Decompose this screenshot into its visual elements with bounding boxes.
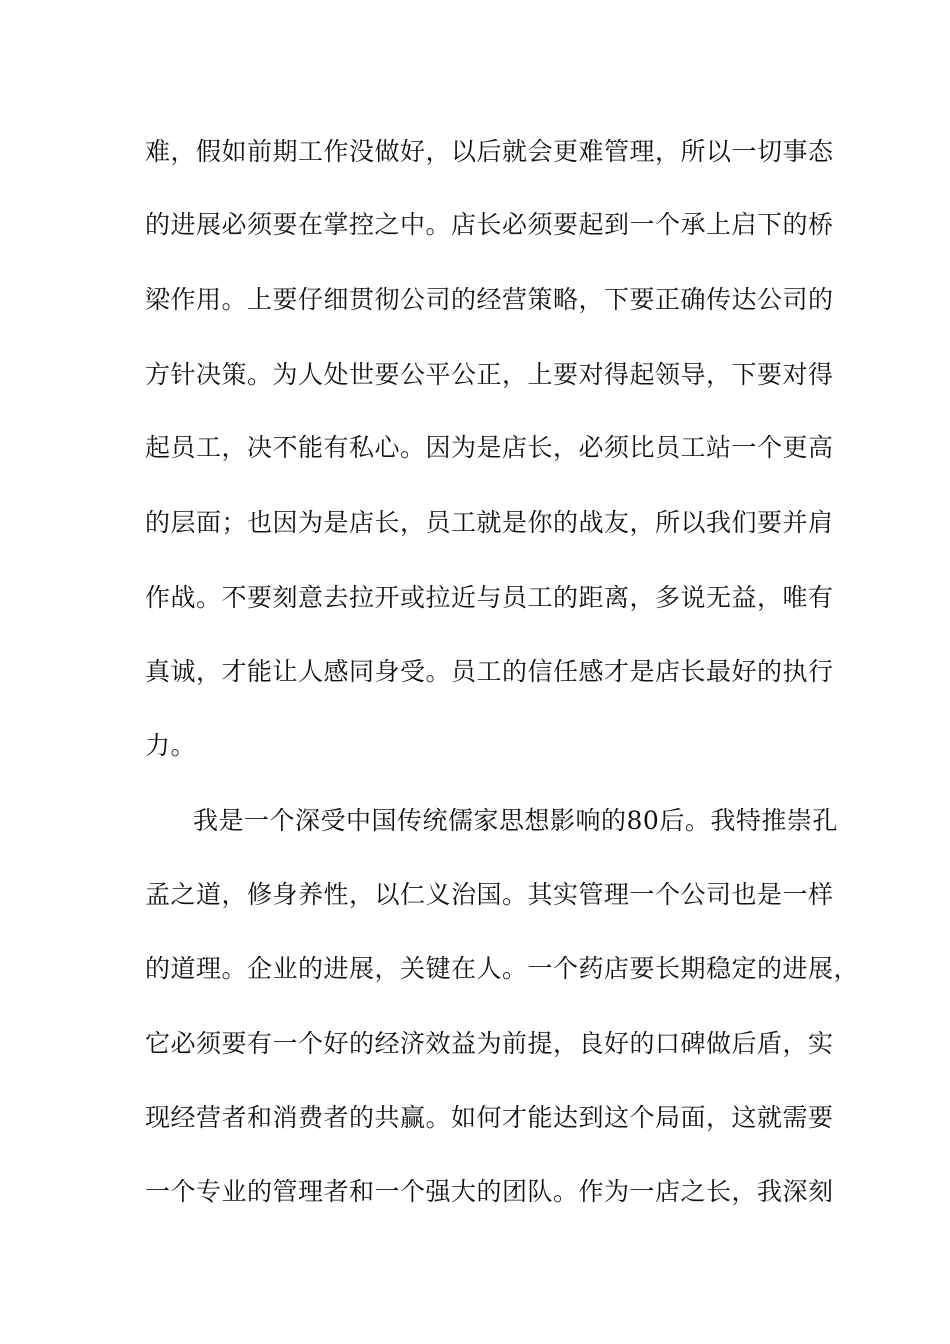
text-line: 作战。不要刻意去拉开或拉近与员工的距离，多说无益，唯有 xyxy=(145,583,834,612)
text-line: 梁作用。上要仔细贯彻公司的经营策略，下要正确传达公司的 xyxy=(145,285,834,314)
text-line: 方针决策。为人处世要公平公正，上要对得起领导，下要对得 xyxy=(145,360,834,389)
text-line: 一个专业的管理者和一个强大的团队。作为一店之长，我深刻 xyxy=(145,1177,834,1206)
text-line: 力。 xyxy=(145,731,197,760)
text-line: 的道理。企业的进展，关键在人。一个药店要长期稳定的进展， xyxy=(145,954,860,983)
text-line: 的层面；也因为是店长，员工就是你的战友，所以我们要并肩 xyxy=(145,508,834,537)
text-line: 它必须要有一个好的经济效益为前提，良好的口碑做后盾，实 xyxy=(145,1029,834,1058)
text-line: 起员工，决不能有私心。因为是店长，必须比员工站一个更高 xyxy=(145,433,834,462)
text-line: 现经营者和消费者的共赢。如何才能达到这个局面，这就需要 xyxy=(145,1103,834,1132)
text-line: 孟之道，修身养性，以仁义治国。其实管理一个公司也是一样 xyxy=(145,880,834,909)
text-line: 的进展必须要在掌控之中。店长必须要起到一个承上启下的桥 xyxy=(145,210,834,239)
text-line: 真诚，才能让人感同身受。员工的信任感才是店长最好的执行 xyxy=(145,657,834,686)
text-line: 难，假如前期工作没做好，以后就会更难管理，所以一切事态 xyxy=(145,137,834,166)
paragraph-start-line: 我是一个深受中国传统儒家思想影响的80后。我特推崇孔 xyxy=(193,806,838,835)
